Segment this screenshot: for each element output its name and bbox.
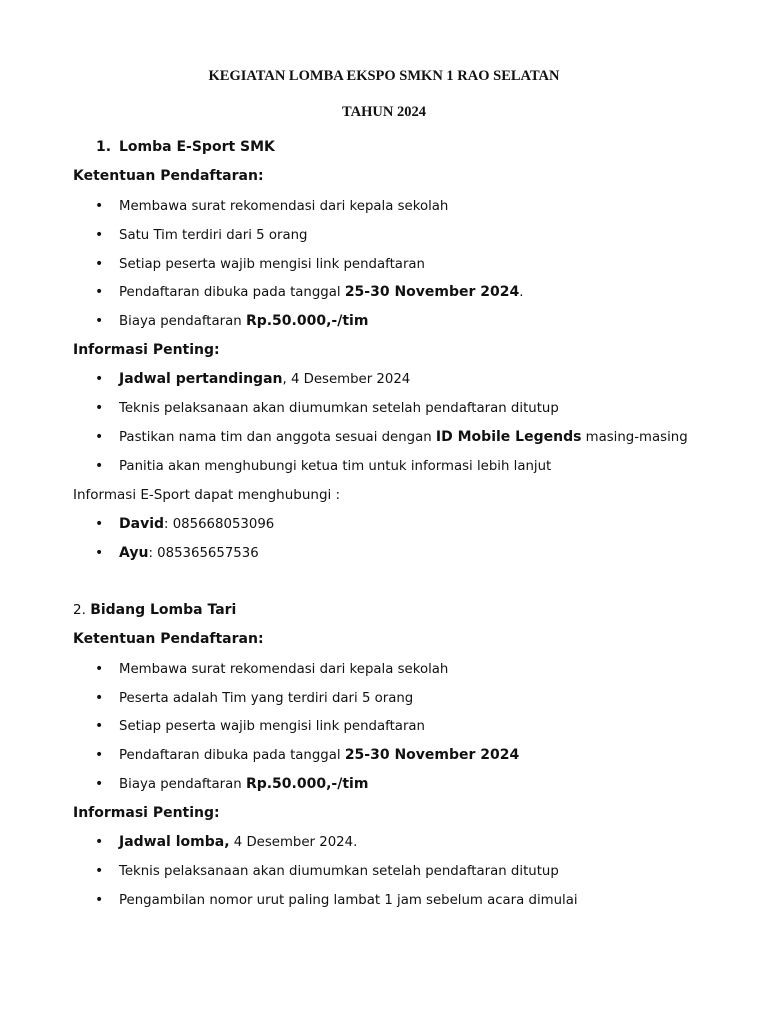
list-item: • Membawa surat rekomendasi dari kepala sekolah	[95, 198, 449, 214]
bullet-icon: •	[95, 776, 104, 792]
section2-title: Bidang Lomba Tari	[90, 602, 237, 618]
list-item: • Setiap peserta wajib mengisi link pendaftaran	[95, 256, 425, 272]
bullet-icon: •	[95, 545, 104, 561]
contact-item: • Ayu: 085365657536	[95, 545, 259, 561]
list-item: • Panitia akan menghubungi ketua tim untuk informasi lebih lanjut	[95, 458, 552, 474]
bullet-icon: •	[95, 747, 104, 763]
list-item: • Setiap peserta wajib mengisi link pendaftaran	[95, 718, 425, 734]
bullet-icon: •	[95, 429, 104, 445]
section1-reg-heading: Ketentuan Pendaftaran:	[73, 168, 264, 184]
list-item: • Pengambilan nomor urut paling lambat 1 jam sebelum acara dimulai	[95, 892, 578, 908]
list-item: • Pendaftaran dibuka pada tanggal 25-30 November 2024.	[95, 284, 524, 300]
section2-number: 2.	[73, 602, 86, 618]
bullet-icon: •	[95, 892, 104, 908]
list-item: • Satu Tim terdiri dari 5 orang	[95, 227, 308, 243]
section1-heading	[96, 139, 275, 155]
section2-heading	[73, 602, 236, 618]
bullet-icon: •	[95, 718, 104, 734]
bullet-icon: •	[95, 400, 104, 416]
bullet-icon: •	[95, 863, 104, 879]
section1-contact-heading: Informasi E-Sport dapat menghubungi :	[73, 487, 341, 503]
bullet-icon: •	[95, 227, 104, 243]
document-title: KEGIATAN LOMBA EKSPO SMKN 1 RAO SELATAN	[208, 68, 560, 84]
bullet-icon: •	[95, 198, 104, 214]
section2-info-heading: Informasi Penting:	[73, 805, 220, 821]
list-item: • Teknis pelaksanaan akan diumumkan setelah pendaftaran ditutup	[95, 863, 559, 879]
bullet-icon: •	[95, 284, 104, 300]
list-item: • Pastikan nama tim dan anggota sesuai dengan ID Mobile Legends masing-masing	[95, 429, 688, 445]
section1-number: 1.	[96, 139, 112, 155]
list-item: • Jadwal lomba, 4 Desember 2024.	[95, 834, 358, 850]
list-item: • Teknis pelaksanaan akan diumumkan setelah pendaftaran ditutup	[95, 400, 559, 416]
bullet-icon: •	[95, 834, 104, 850]
bullet-icon: •	[95, 313, 104, 329]
bullet-icon: •	[95, 661, 104, 677]
list-item: • Peserta adalah Tim yang terdiri dari 5 orang	[95, 690, 414, 706]
bullet-icon: •	[95, 516, 104, 532]
section1-title: Lomba E-Sport SMK	[119, 139, 275, 155]
bullet-icon: •	[95, 256, 104, 272]
list-item: • Jadwal pertandingan, 4 Desember 2024	[95, 371, 411, 387]
bullet-icon: •	[95, 371, 104, 387]
list-item: • Membawa surat rekomendasi dari kepala sekolah	[95, 661, 449, 677]
bullet-icon: •	[95, 458, 104, 474]
section2-reg-heading: Ketentuan Pendaftaran:	[73, 631, 264, 647]
list-item: • Biaya pendaftaran Rp.50.000,-/tim	[95, 313, 369, 329]
section1-info-heading: Informasi Penting:	[73, 342, 220, 358]
list-item: • Biaya pendaftaran Rp.50.000,-/tim	[95, 776, 369, 792]
list-item: • Pendaftaran dibuka pada tanggal 25-30 November 2024	[95, 747, 520, 763]
document-year: TAHUN 2024	[342, 104, 426, 120]
contact-item: • David: 085668053096	[95, 516, 275, 532]
bullet-icon: •	[95, 690, 104, 706]
